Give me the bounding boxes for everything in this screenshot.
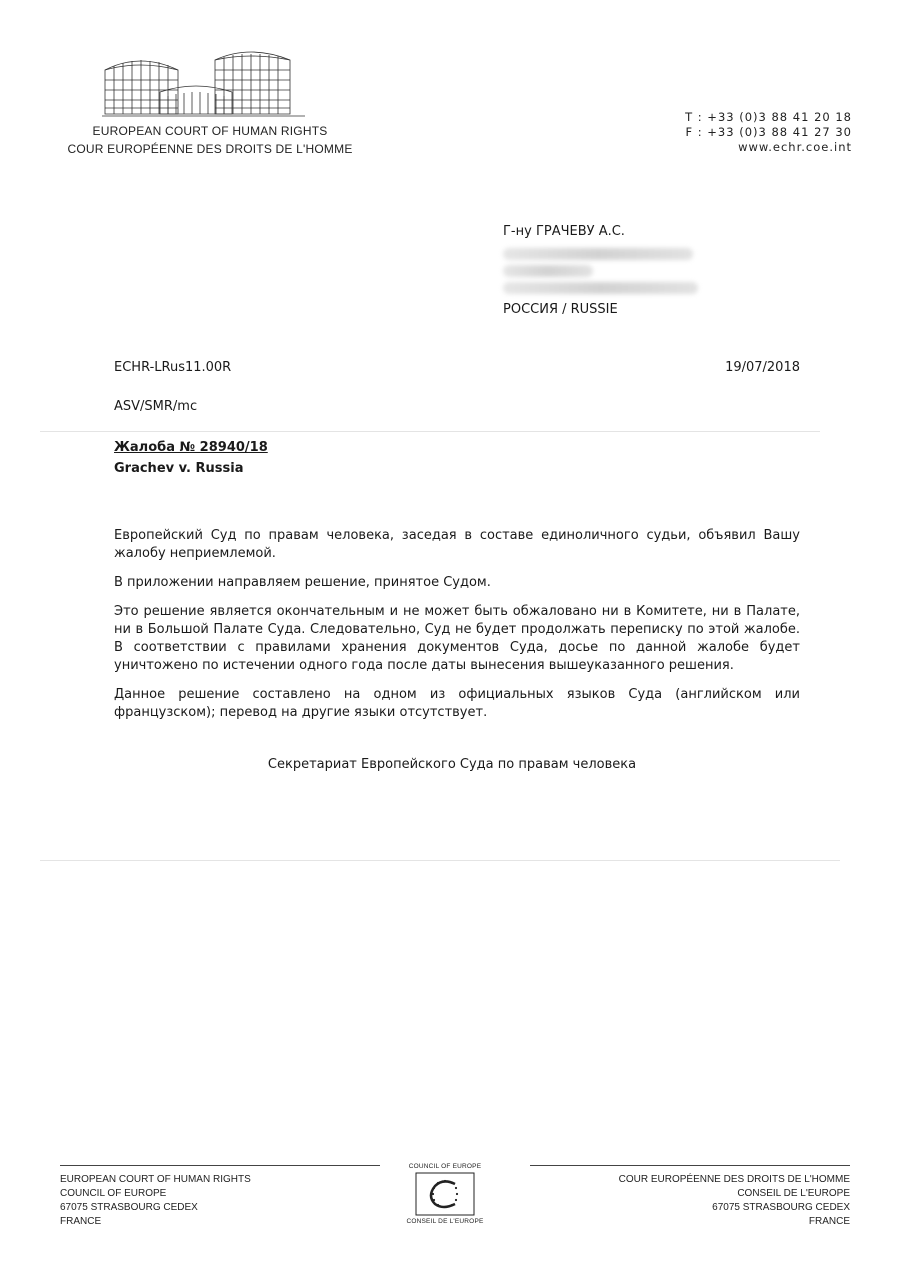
footer-line: FRANCE [60,1216,102,1227]
court-name-en: EUROPEAN COURT OF HUMAN RIGHTS [92,124,328,138]
footer-rule-right [530,1165,850,1166]
redacted-address-line [503,282,698,294]
paragraph-enclosure: В приложении направляем решение, принятое Судом. [114,575,491,590]
contact-block [685,110,852,155]
footer-rule-left [60,1165,380,1166]
footer-address-fr [619,1173,850,1229]
signature-line: Секретариат Европейского Суда по правам человека [267,757,637,772]
application-number: Жалоба № 28940/18 [114,440,268,455]
letter-body [114,527,800,733]
redacted-address-line [503,248,693,260]
footer-line: 67075 STRASBOURG CEDEX [60,1202,198,1213]
website-link[interactable]: www.echr.coe.int [738,140,852,154]
author-initials: ASV/SMR/mc [114,399,198,414]
phone-number: T : +33 (0)3 88 41 20 18 [685,110,852,124]
fax-number: F : +33 (0)3 88 41 27 30 [685,125,852,139]
footer-line: COUR EUROPÉENNE DES DROITS DE L'HOMME [618,1174,850,1185]
footer-line: CONSEIL DE L'EUROPE [737,1188,850,1199]
scan-artifact-line [40,431,820,432]
footer-line: 67075 STRASBOURG CEDEX [712,1202,850,1213]
recipient-country: РОССИЯ / RUSSIE [503,302,618,317]
footer-address-en [60,1173,251,1229]
scan-artifact-line [40,860,840,861]
footer-line: COUNCIL OF EUROPE [60,1188,167,1199]
court-name-fr: COUR EUROPÉENNE DES DROITS DE L'HOMME [67,142,353,156]
footer-line: FRANCE [808,1216,850,1227]
paragraph-final-decision: Это решение является окончательным и не может быть обжаловано ни в Комитете, ни в Палате, ни в Большой Палате Суда. Следовательно, Суд не будет продолжать переписку по этой жалобе. В соответствии с правилами хранения документов Суда, досье по данной жалобе будет уничтожено по истечении одного года после даты вынесения вышеуказанного решения. [114,604,800,673]
paragraph-inadmissible: Европейский Суд по правам человека, заседая в составе единоличного судьи, объявил Вашу жалобу неприемлемой. [114,528,800,561]
footer-line: EUROPEAN COURT OF HUMAN RIGHTS [60,1174,251,1185]
council-of-europe-logo [400,1163,490,1225]
recipient-name: Г-ну ГРАЧЕВУ А.С. [503,224,625,239]
redacted-address-line [503,265,593,277]
case-title: Grachev v. Russia [114,461,244,476]
council-of-europe-emblem-icon [415,1172,475,1216]
reference-code: ECHR-LRus11.00R [114,360,232,375]
recipient-address [503,221,698,321]
coe-caption-en: COUNCIL OF EUROPE [408,1163,482,1170]
court-building-icon [100,50,322,122]
coe-caption-fr: CONSEIL DE L'EUROPE [406,1218,484,1225]
letter-date: 19/07/2018 [725,360,800,375]
paragraph-language: Данное решение составлено на одном из официальных языков Суда (английском или французском); перевод на другие языки отсутствует. [114,687,800,720]
